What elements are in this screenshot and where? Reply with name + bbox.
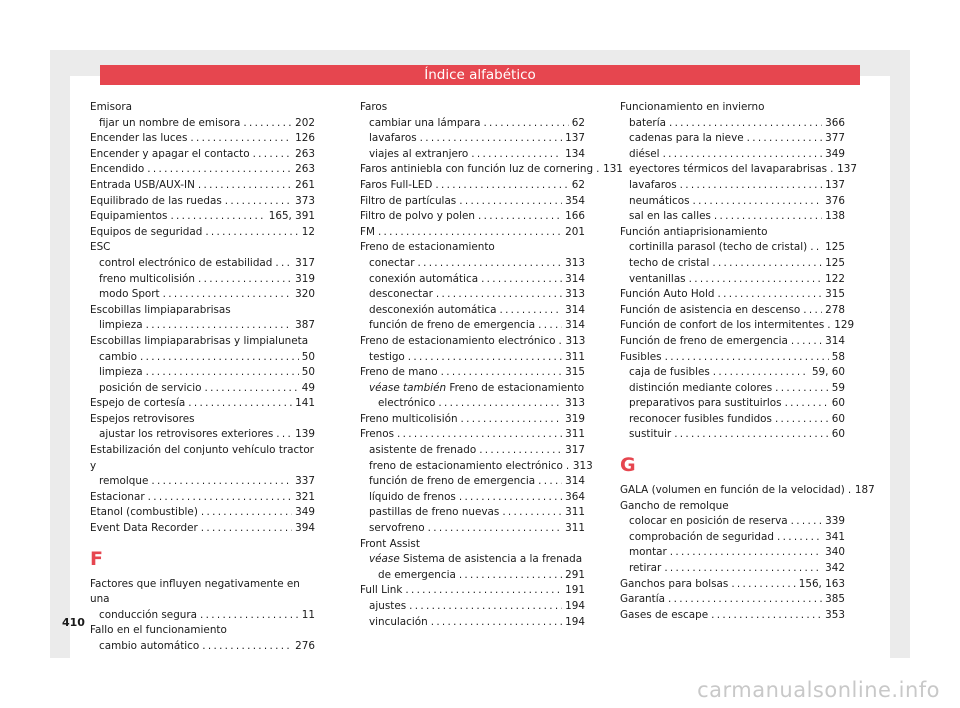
index-entry: Faros Full-LED . . . 62 bbox=[360, 178, 585, 194]
index-entry: Factores que influyen negativamente en una bbox=[90, 577, 300, 606]
index-entry-continuation: conducción segura . . . 11 bbox=[90, 608, 315, 624]
index-subentry: lavafaros . . . 137 bbox=[360, 131, 585, 147]
index-subentry: fijar un nombre de emisora . . . 202 bbox=[90, 116, 315, 132]
index-subentry: conexión automática . . . 314 bbox=[360, 272, 585, 288]
index-entry: Encendido . . . 263 bbox=[90, 162, 315, 178]
index-entry: Gancho de remolque bbox=[620, 499, 729, 512]
index-entry: Full Link . . . 191 bbox=[360, 583, 585, 599]
index-entry: Función Auto Hold . . . 315 bbox=[620, 287, 845, 303]
index-subentry: retirar . . . 342 bbox=[620, 561, 845, 577]
index-column-2 bbox=[360, 100, 623, 630]
index-subentry: preparativos para sustituirlos . . . 60 bbox=[620, 396, 845, 412]
index-subentry: cambiar una lámpara . . . 62 bbox=[360, 116, 585, 132]
index-subentry: limpieza . . . 50 bbox=[90, 365, 315, 381]
index-subentry: sal en las calles . . . 138 bbox=[620, 209, 845, 225]
index-subentry: limpieza . . . 387 bbox=[90, 318, 315, 334]
index-entry: Equilibrado de las ruedas . . . 373 bbox=[90, 194, 315, 210]
index-subentry: diésel . . . 349 bbox=[620, 147, 845, 163]
index-subentry: líquido de frenos . . . 364 bbox=[360, 490, 585, 506]
index-subentry: servofreno . . . 311 bbox=[360, 521, 585, 537]
index-entry: Frenos . . . 311 bbox=[360, 427, 585, 443]
index-subentry: desconexión automática . . . 314 bbox=[360, 303, 585, 319]
index-entry-continuation: remolque . . . 337 bbox=[90, 474, 315, 490]
index-subentry: distinción mediante colores . . . 59 bbox=[620, 381, 845, 397]
index-subentry: función de freno de emergencia . . . 314 bbox=[360, 474, 585, 490]
index-entry: Ganchos para bolsas . . . 156, 163 bbox=[620, 577, 845, 593]
index-entry: Entrada USB/AUX-IN . . . 261 bbox=[90, 178, 315, 194]
index-entry: Encender y apagar el contacto . . . 263 bbox=[90, 147, 315, 163]
index-entry-continuation: electrónico . . . 313 bbox=[360, 396, 585, 412]
index-entry: Función antiaprisionamiento bbox=[620, 225, 768, 238]
index-subentry: control electrónico de estabilidad . . . 317 bbox=[90, 256, 315, 272]
index-entry: Fallo en el funcionamiento bbox=[90, 624, 227, 637]
index-subentry: eyectores térmicos del lavaparabrisas . . . 137 bbox=[620, 162, 845, 178]
index-entry: Equipamientos . . . 165, 391 bbox=[90, 209, 315, 225]
index-subentry: ajustes . . . 194 bbox=[360, 599, 585, 615]
index-entry: Equipos de seguridad . . . 12 bbox=[90, 225, 315, 241]
index-subentry: techo de cristal . . . 125 bbox=[620, 256, 845, 272]
index-entry: Gases de escape . . . 353 bbox=[620, 608, 845, 624]
index-subentry: cambio automático . . . 276 bbox=[90, 639, 315, 655]
index-subentry: testigo . . . 311 bbox=[360, 350, 585, 366]
index-entry: Garantía . . . 385 bbox=[620, 592, 845, 608]
section-letter-f: F bbox=[90, 547, 103, 570]
index-entry: Freno de estacionamiento electrónico . . . 313 bbox=[360, 334, 585, 350]
index-entry: Emisora bbox=[90, 101, 132, 113]
index-entry: Funcionamiento en invierno bbox=[620, 101, 765, 113]
index-subentry: comprobación de seguridad . . . 341 bbox=[620, 530, 845, 546]
index-entry: GALA (volumen en función de la velocidad) . . . 187 bbox=[620, 483, 845, 499]
index-entry: Escobillas limpiaparabrisas y limpialuneta bbox=[90, 334, 309, 347]
index-entry: ESC bbox=[90, 241, 111, 254]
index-subentry: freno multicolisión . . . 319 bbox=[90, 272, 315, 288]
index-column-3 bbox=[620, 100, 875, 623]
index-entry-continuation: de emergencia . . . 291 bbox=[360, 568, 585, 584]
index-entry: Freno de estacionamiento bbox=[360, 241, 495, 254]
index-subentry: montar . . . 340 bbox=[620, 545, 845, 561]
index-entry: Fusibles . . . 58 bbox=[620, 350, 845, 366]
index-subentry: colocar en posición de reserva . . . 339 bbox=[620, 514, 845, 530]
index-entry: Espejos retrovisores bbox=[90, 412, 195, 425]
index-subentry: desconectar . . . 313 bbox=[360, 287, 585, 303]
index-entry: FM . . . 201 bbox=[360, 225, 585, 241]
page-number: 410 bbox=[62, 616, 85, 629]
see-also-reference: véase también Freno de estacionamiento bbox=[369, 381, 585, 394]
index-subentry: conectar . . . 313 bbox=[360, 256, 585, 272]
index-subentry: caja de fusibles . . . 59, 60 bbox=[620, 365, 845, 381]
index-entry: Estacionar . . . 321 bbox=[90, 490, 315, 506]
see-also-reference: véase Sistema de asistencia a la frenada bbox=[369, 553, 583, 566]
index-header: Índice alfabético bbox=[100, 65, 860, 85]
index-subentry: asistente de frenado . . . 317 bbox=[360, 443, 585, 459]
index-subentry: cortinilla parasol (techo de cristal) . . . 125 bbox=[620, 240, 845, 256]
index-entry: Encender las luces . . . 126 bbox=[90, 131, 315, 147]
index-column-1 bbox=[90, 100, 315, 655]
index-entry: Función de confort de los intermitentes . . . 129 bbox=[620, 318, 845, 334]
index-entry: Freno multicolisión . . . 319 bbox=[360, 412, 585, 428]
index-subentry: lavafaros . . . 137 bbox=[620, 178, 845, 194]
index-subentry: ajustar los retrovisores exteriores . . . 139 bbox=[90, 427, 315, 443]
index-subentry: cambio . . . 50 bbox=[90, 350, 315, 366]
index-entry: Escobillas limpiaparabrisas bbox=[90, 303, 231, 316]
index-entry: Event Data Recorder . . . 394 bbox=[90, 521, 315, 537]
index-entry: Faros antiniebla con función luz de cornering . . . 131 bbox=[360, 162, 585, 178]
index-subentry: modo Sport . . . 320 bbox=[90, 287, 315, 303]
index-subentry: vinculación . . . 194 bbox=[360, 615, 585, 631]
index-entry: Estabilización del conjunto vehículo tractor y bbox=[90, 444, 314, 472]
index-entry: Etanol (combustible) . . . 349 bbox=[90, 505, 315, 521]
index-subentry: posición de servicio . . . 49 bbox=[90, 381, 315, 397]
index-subentry: freno de estacionamiento electrónico . . . 313 bbox=[360, 459, 585, 475]
index-subentry: función de freno de emergencia . . . 314 bbox=[360, 318, 585, 334]
index-entry: Función de asistencia en descenso . . . 278 bbox=[620, 303, 845, 319]
index-entry: Faros bbox=[360, 101, 388, 113]
index-entry: Freno de mano . . . 315 bbox=[360, 365, 585, 381]
index-subentry: reconocer fusibles fundidos . . . 60 bbox=[620, 412, 845, 428]
index-subentry: neumáticos . . . 376 bbox=[620, 194, 845, 210]
index-subentry: sustituir . . . 60 bbox=[620, 427, 845, 443]
index-entry: Front Assist bbox=[360, 537, 420, 550]
index-entry: Filtro de partículas . . . 354 bbox=[360, 194, 585, 210]
watermark: carmanualsonline.info bbox=[697, 678, 940, 702]
index-entry: Espejo de cortesía . . . 141 bbox=[90, 396, 315, 412]
index-subentry: viajes al extranjero . . . 134 bbox=[360, 147, 585, 163]
index-subentry: cadenas para la nieve . . . 377 bbox=[620, 131, 845, 147]
index-subentry: pastillas de freno nuevas . . . 311 bbox=[360, 505, 585, 521]
index-entry: Filtro de polvo y polen . . . 166 bbox=[360, 209, 585, 225]
index-entry: Función de freno de emergencia . . . 314 bbox=[620, 334, 845, 350]
index-subentry: ventanillas . . . 122 bbox=[620, 272, 845, 288]
index-subentry: batería . . . 366 bbox=[620, 116, 845, 132]
section-letter-g: G bbox=[620, 454, 636, 477]
